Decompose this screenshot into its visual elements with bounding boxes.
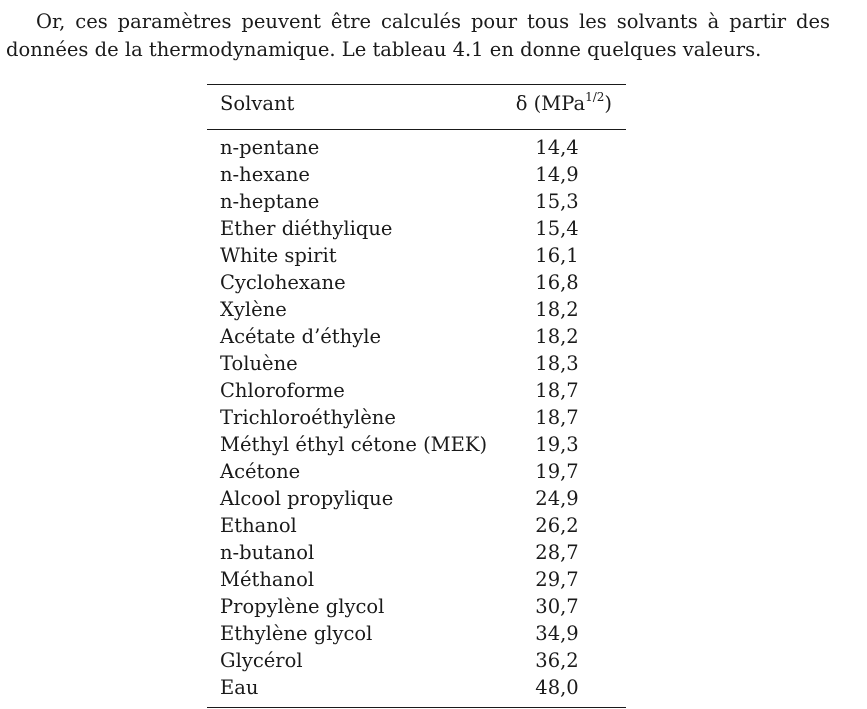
table-row [207,458,626,485]
delta-value: 34,9 [535,622,579,645]
delta-value: 18,2 [535,298,579,321]
solvent-name: Acétate d’éthyle [220,325,381,348]
solvent-name: Xylène [220,298,287,321]
solvent-name: Alcool propylique [220,487,394,510]
delta-value: 18,7 [535,379,579,402]
table-row [207,350,626,377]
solvent-name: n-pentane [220,136,320,159]
solvent-name: Glycérol [220,649,303,672]
solvent-name: Cyclohexane [220,271,346,294]
solvent-name: n-hexane [220,163,310,186]
delta-value: 15,3 [535,190,579,213]
solvent-table [207,84,626,708]
delta-value: 26,2 [535,514,579,537]
table-row [207,647,626,674]
table-row [207,431,626,458]
delta-value: 15,4 [535,217,579,240]
table-header-row [207,85,626,123]
delta-value: 29,7 [535,568,579,591]
solvent-name: Toluène [220,352,298,375]
solvent-name: n-butanol [220,541,315,564]
table-row [207,377,626,404]
delta-value: 19,3 [535,433,579,456]
delta-value: 48,0 [535,676,579,699]
table-bottom-rule [207,707,626,708]
delta-value: 14,4 [535,136,579,159]
solvent-name: Chloroforme [220,379,345,402]
table-row [207,512,626,539]
delta-value: 24,9 [535,487,579,510]
solvent-name: Ethanol [220,514,297,537]
header-delta-label: δ (MPa [515,92,586,115]
delta-value: 36,2 [535,649,579,672]
table-row [207,404,626,431]
table-row [207,269,626,296]
delta-value: 19,7 [535,460,579,483]
table-row [207,674,626,701]
table-row [207,161,626,188]
table-row [207,566,626,593]
solvent-name: Méthyl éthyl cétone (MEK) [220,433,488,456]
solvent-name: White spirit [220,244,337,267]
table-row [207,323,626,350]
solvent-name: n-heptane [220,190,320,213]
table-row [207,188,626,215]
table-row [207,620,626,647]
delta-value: 14,9 [535,163,579,186]
table-body [207,130,626,701]
delta-value: 16,8 [535,271,579,294]
table-row [207,134,626,161]
solvent-name: Propylène glycol [220,595,385,618]
delta-value: 18,7 [535,406,579,429]
header-delta-exponent: 1/2 [585,89,605,104]
table-row [207,296,626,323]
delta-value: 18,2 [535,325,579,348]
solvent-name: Ethylène glycol [220,622,373,645]
delta-value: 18,3 [535,352,579,375]
table-row [207,539,626,566]
table-row [207,242,626,269]
table-row [207,485,626,512]
solvent-name: Ether diéthylique [220,217,393,240]
table-row [207,593,626,620]
header-solvent: Solvant [220,92,295,115]
delta-value: 16,1 [535,244,579,267]
intro-paragraph: Or, ces paramètres peuvent être calculés pour tous les solvants à partir des données de la thermodynamique. Le tableau 4.1 en donne quelques valeurs. [6,10,830,61]
header-delta-close: ) [604,92,612,115]
header-delta [516,87,626,121]
delta-value: 30,7 [535,595,579,618]
table-row [207,215,626,242]
solvent-name: Eau [220,676,259,699]
solvent-name: Trichloroéthylène [220,406,396,429]
delta-value: 28,7 [535,541,579,564]
solvent-name: Méthanol [220,568,315,591]
solvent-name: Acétone [220,460,301,483]
